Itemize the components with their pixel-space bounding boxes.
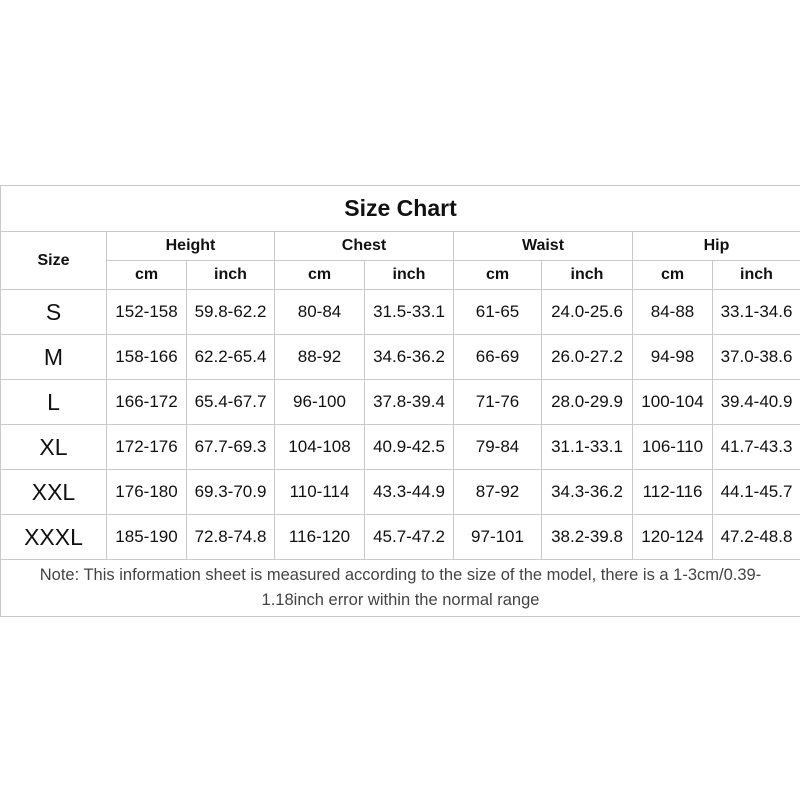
measurement-cell: 100-104 [633,380,713,425]
measurement-cell: 34.6-36.2 [365,335,454,380]
measurement-cell: 59.8-62.2 [187,290,275,335]
measurement-cell: 67.7-69.3 [187,425,275,470]
measurement-cell: 33.1-34.6 [713,290,800,335]
measurement-cell: 176-180 [107,470,187,515]
measurement-cell: 31.5-33.1 [365,290,454,335]
group-header-chest: Chest [275,232,454,261]
measurement-note: Note: This information sheet is measured according to the size of the model, there is a 1-3cm/0.39-1.18inch error within the normal range [1,560,800,617]
measurement-cell: 47.2-48.8 [713,515,800,560]
chart-title: Size Chart [1,186,800,232]
unit-header-height-inch: inch [187,261,275,290]
measurement-cell: 185-190 [107,515,187,560]
size-chart-sheet [0,185,800,617]
measurement-cell: 41.7-43.3 [713,425,800,470]
unit-header-waist-inch: inch [542,261,633,290]
unit-header-height-cm: cm [107,261,187,290]
measurement-cell: 106-110 [633,425,713,470]
unit-header-waist-cm: cm [454,261,542,290]
measurement-cell: 28.0-29.9 [542,380,633,425]
size-label: M [1,335,107,380]
measurement-cell: 44.1-45.7 [713,470,800,515]
measurement-cell: 116-120 [275,515,365,560]
measurement-cell: 61-65 [454,290,542,335]
measurement-cell: 72.8-74.8 [187,515,275,560]
measurement-cell: 94-98 [633,335,713,380]
measurement-cell: 31.1-33.1 [542,425,633,470]
group-header-hip: Hip [633,232,800,261]
measurement-cell: 80-84 [275,290,365,335]
size-label: XXL [1,470,107,515]
measurement-cell: 37.0-38.6 [713,335,800,380]
measurement-cell: 79-84 [454,425,542,470]
measurement-cell: 112-116 [633,470,713,515]
measurement-cell: 97-101 [454,515,542,560]
measurement-cell: 166-172 [107,380,187,425]
measurement-cell: 39.4-40.9 [713,380,800,425]
unit-header-hip-inch: inch [713,261,800,290]
table-row [1,380,800,425]
unit-header-chest-cm: cm [275,261,365,290]
table-row [1,425,800,470]
size-rows [1,290,800,560]
size-column-header: Size [1,232,107,290]
measurement-cell: 120-124 [633,515,713,560]
group-header-height: Height [107,232,275,261]
size-label: S [1,290,107,335]
measurement-cell: 104-108 [275,425,365,470]
measurement-cell: 45.7-47.2 [365,515,454,560]
measurement-cell: 38.2-39.8 [542,515,633,560]
measurement-cell: 158-166 [107,335,187,380]
size-label: L [1,380,107,425]
measurement-cell: 26.0-27.2 [542,335,633,380]
group-header-waist: Waist [454,232,633,261]
measurement-cell: 69.3-70.9 [187,470,275,515]
measurement-cell: 24.0-25.6 [542,290,633,335]
measurement-cell: 66-69 [454,335,542,380]
measurement-cell: 88-92 [275,335,365,380]
measurement-cell: 87-92 [454,470,542,515]
measurement-cell: 152-158 [107,290,187,335]
measurement-cell: 37.8-39.4 [365,380,454,425]
table-row [1,335,800,380]
table-row [1,290,800,335]
measurement-cell: 40.9-42.5 [365,425,454,470]
size-label: XXXL [1,515,107,560]
measurement-cell: 84-88 [633,290,713,335]
measurement-cell: 43.3-44.9 [365,470,454,515]
measurement-cell: 62.2-65.4 [187,335,275,380]
measurement-cell: 34.3-36.2 [542,470,633,515]
measurement-cell: 172-176 [107,425,187,470]
table-row [1,515,800,560]
size-chart-table [0,185,800,617]
measurement-cell: 65.4-67.7 [187,380,275,425]
unit-header-hip-cm: cm [633,261,713,290]
measurement-cell: 96-100 [275,380,365,425]
measurement-cell: 71-76 [454,380,542,425]
size-label: XL [1,425,107,470]
unit-header-chest-inch: inch [365,261,454,290]
table-row [1,470,800,515]
measurement-cell: 110-114 [275,470,365,515]
